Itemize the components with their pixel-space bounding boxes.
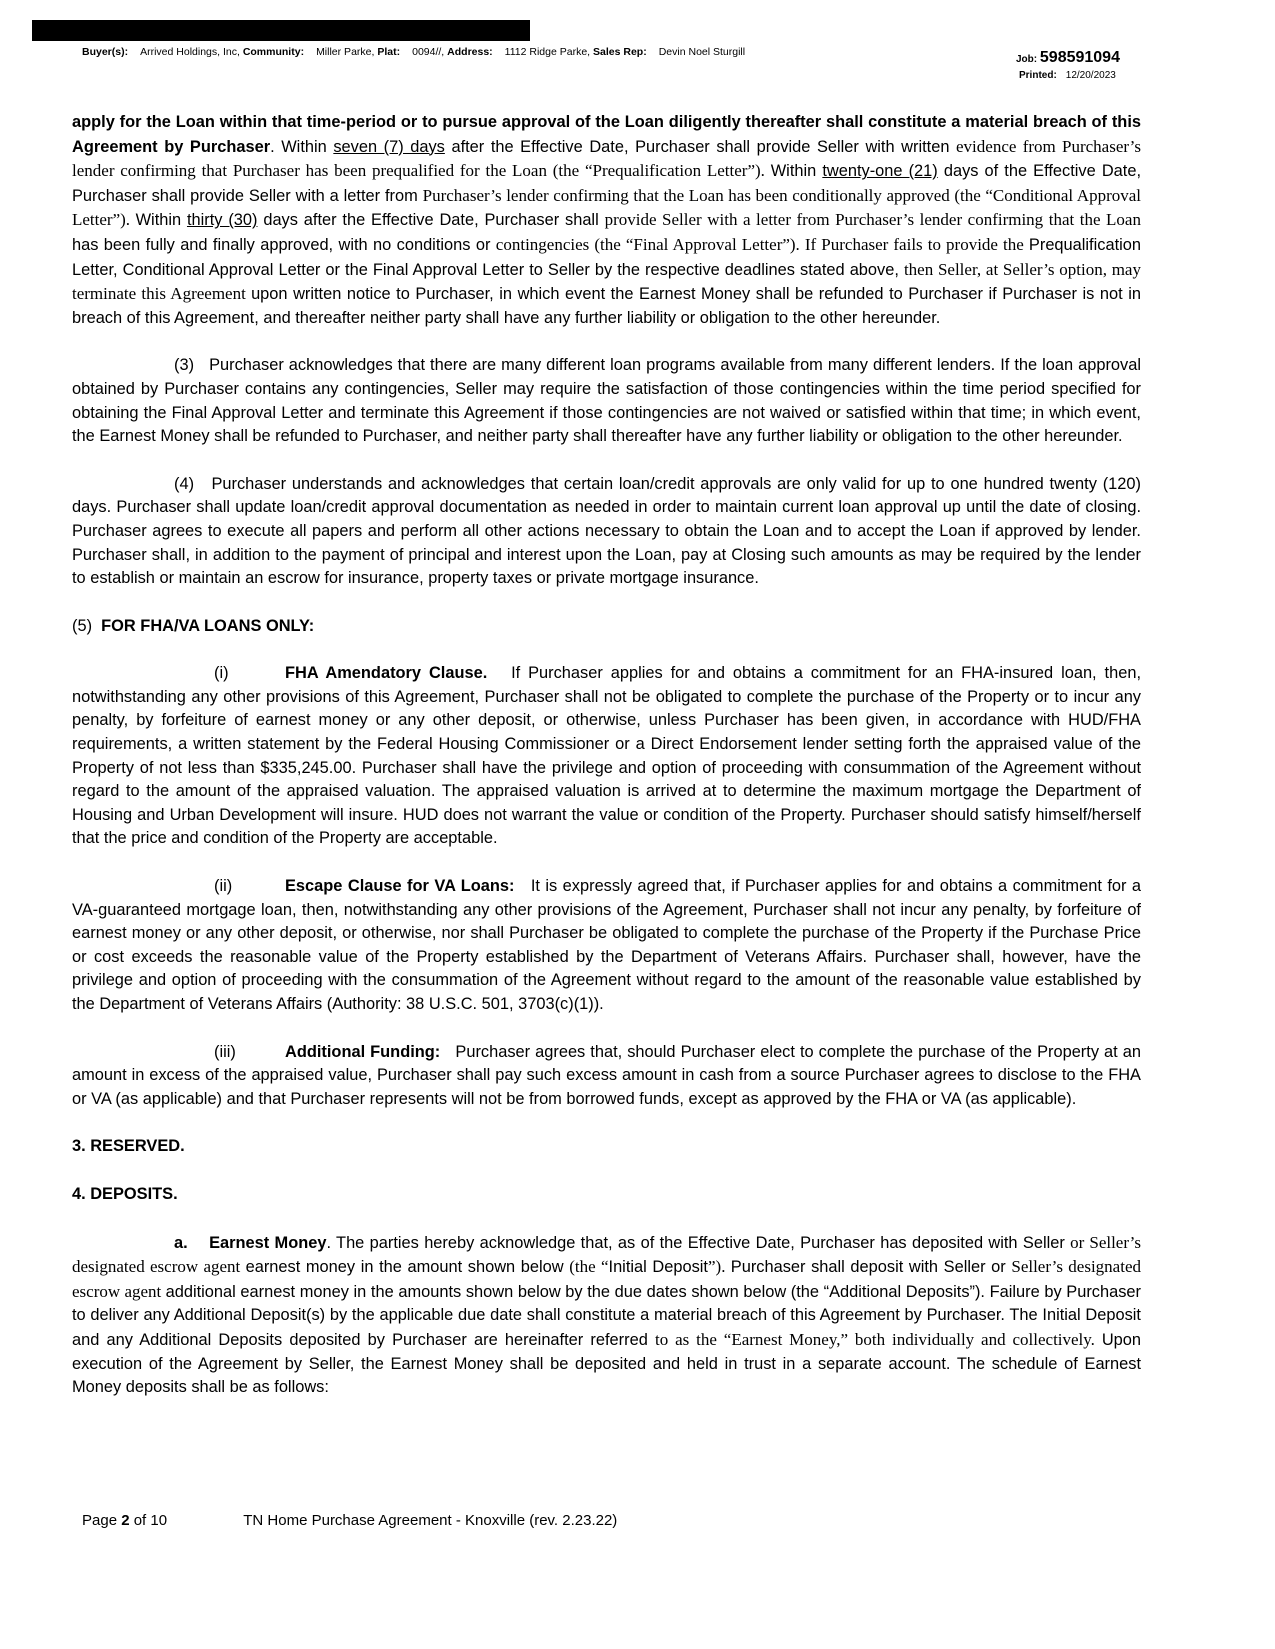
buyer-value: Arrived Holdings, Inc, <box>140 46 240 58</box>
text-span: contingencies (the “Final Approval Letter”). If Purchaser fails to provide the <box>495 234 1029 254</box>
earnest-money-heading: Earnest Money <box>209 1233 327 1252</box>
underlined-deadline-30: thirty (30) <box>186 211 258 230</box>
paragraph-additional-funding <box>72 1041 1141 1112</box>
text-span: upon written notice to Purchaser, in which event the Earnest Money shall be refunded to Purchaser if Purchaser is not in breach of this Agreement, and thereafter neither party shall have any further liability or obligation to the other hereunder. <box>72 285 1141 327</box>
printed-date: 12/20/2023 <box>1065 70 1116 81</box>
section-3-heading: 3. RESERVED. <box>72 1137 185 1156</box>
text-span: after the Effective Date, Purchaser shall provide Seller with written <box>444 137 957 156</box>
community-label: Community: <box>242 46 305 58</box>
text-span: Prequalification Letter, Conditional Approval Letter or the Final Approval Letter to Seller by the respective deadlines stated above, <box>72 235 1141 279</box>
job-number: 598591094 <box>1039 49 1120 66</box>
buyer-label: Buyer(s): <box>82 46 129 58</box>
text-span: Purchaser shall deposit with Seller or <box>730 1258 1012 1277</box>
paragraph-number: a. <box>174 1233 188 1252</box>
paragraph-earnest-money <box>72 1231 1141 1400</box>
plat-value: 0094//, <box>412 46 445 58</box>
text-span: of 10 <box>129 1512 168 1529</box>
text-span: ”). <box>707 1257 731 1277</box>
text-span: additional earnest money in the amounts shown below by the due dates shown below (the “Additional Deposits”). Failure by Purchaser to deliver any Additional Deposit(s) by the applicable due date shall constitute a material breach of this Agreement by Purchaser. The Initial Deposit and any Additional Deposits deposited by Purchaser are hereinafter referred <box>72 1282 1141 1349</box>
paragraph-number: (iii) <box>214 1042 236 1061</box>
paragraph-text: Purchaser acknowledges that there are many different loan programs available from many different lenders. If the loan approval obtained by Purchaser contains any contingencies, Seller may require the satisfaction of those contingencies within the time period specified for obtaining the Final Approval Letter and terminate this Agreement if those contingencies are not waived or satisfied within that time; in which event, the Earnest Money shall be refunded to Purchaser, and neither party shall thereafter have any further liability or obligation to the other hereunder. <box>72 356 1141 446</box>
fha-va-heading: FOR FHA/VA LOANS ONLY: <box>101 616 315 635</box>
paragraph-va-escape <box>72 875 1141 1017</box>
header-info <box>82 46 745 58</box>
paragraph-5-heading <box>72 615 1141 639</box>
paragraph-loan-approval <box>72 111 1141 330</box>
additional-funding-heading: Additional Funding: <box>285 1042 441 1061</box>
address-value: 1112 Ridge Parke, <box>504 46 591 58</box>
page-number: 2 <box>121 1512 130 1529</box>
material-breach-text: apply for the Loan within that time-period or to pursue approval of the Loan diligently thereafter shall constitute a material breach of this Agreement by Purchaser <box>72 113 1141 156</box>
underlined-deadline-7: seven (7) days <box>333 137 445 156</box>
section-4-heading: 4. DEPOSITS. <box>72 1184 178 1203</box>
text-span: has been fully and finally approved, with no conditions or <box>72 235 496 254</box>
document-title: TN Home Purchase Agreement - Knoxville (rev. 2.23.22) <box>243 1512 618 1529</box>
sales-rep-label: Sales Rep: <box>593 46 647 58</box>
underlined-deadline-21: twenty-one (21) <box>822 162 938 181</box>
text-span: Seller’s designated escrow agent <box>72 1257 1141 1301</box>
text-span: Within <box>135 211 187 230</box>
text-span: days of the Effective Date, Purchaser shall provide Seller with a letter from <box>72 162 1141 205</box>
paragraph-number: (4) <box>174 474 195 493</box>
text-span: days after the Effective Date, Purchaser shall <box>257 211 605 230</box>
text-span: earnest money in the amount shown below <box>245 1258 570 1277</box>
printed-date-block <box>1019 70 1116 81</box>
paragraph-fha-amendatory <box>72 662 1141 851</box>
text-span: Purchaser’s lender confirming that the Loan has been conditionally approved (the “Conditional Approval Letter”). <box>72 185 1141 230</box>
text-span: Within <box>770 162 823 181</box>
plat-label: Plat: <box>377 46 401 58</box>
paragraph-text: Purchaser agrees that, should Purchaser elect to complete the purchase of the Property at an amount in excess of the appraised value, Purchaser shall pay such excess amount in cash from a source Purchaser agrees to disclose to the FHA or VA (as applicable) and that Purchaser represents will not be from borrowed funds, except as approved by the FHA or VA (as applicable). <box>72 1042 1141 1108</box>
text-span: . The parties hereby acknowledge that, as of the Effective Date, Purchaser has deposited with Seller <box>326 1233 1071 1252</box>
paragraph-number: (3) <box>174 356 195 375</box>
document-body <box>72 111 1141 1424</box>
job-label: Job: <box>1016 54 1038 65</box>
paragraph-number: (5) <box>72 616 93 635</box>
job-number-block <box>1016 49 1120 67</box>
text-span: Page <box>82 1512 122 1529</box>
paragraph-text: If Purchaser applies for and obtains a commitment for an FHA-insured loan, then, notwithstanding any other provisions of this Agreement, Purchaser shall not be obligated to complete the purchase of the Property or to incur any penalty, by forfeiture of earnest money or any other deposit, or otherwise, unless Purchaser has been given, in accordance with HUD/FHA requirements, a written statement by the Federal Housing Commissioner or a Direct Endorsement lender setting forth the appraised value of the Property of not less than $335,245.00. Purchaser shall have the privilege and option of proceeding with consummation of the Agreement without regard to the amount of the appraised valuation. The appraised valuation is arrived at to determine the maximum mortgage the Department of Housing and Urban Development will insure. HUD does not warrant the value or condition of the Property. Purchaser should satisfy himself/herself that the price and condition of the Property are acceptable. <box>72 664 1141 848</box>
sales-rep-value: Devin Noel Sturgill <box>658 46 746 58</box>
fha-amendatory-heading: FHA Amendatory Clause. <box>285 664 488 683</box>
text-span: . Within <box>270 137 334 156</box>
page-footer <box>82 1512 617 1529</box>
text-span: then Seller, at Seller’s option, may terminate this Agreement <box>72 259 1141 304</box>
address-label: Address: <box>447 46 493 58</box>
text-span: Upon execution of the Agreement by Seller, the Earnest Money shall be deposited and held in trust in a separate account. The schedule of Earnest Money deposits shall be as follows: <box>72 1330 1141 1397</box>
text-span: Initial Deposit <box>608 1258 708 1277</box>
paragraph-text: Purchaser understands and acknowledges that certain loan/credit approvals are only valid for up to one hundred twenty (120) days. Purchaser shall update loan/credit approval documentation as needed in order to maintain current loan approval up until the date of closing. Purchaser agrees to execute all papers and perform all other actions necessary to obtain the Loan and to accept the Loan if approved by lender. Purchaser shall, in addition to the payment of principal and interest upon the Loan, pay at Closing such amounts as may be required by the lender to establish or maintain an escrow for insurance, property taxes or private mortgage insurance. <box>72 474 1141 588</box>
paragraph-text: It is expressly agreed that, if Purchaser applies for and obtains a commitment for a VA-guaranteed mortgage loan, then, notwithstanding any other provisions of the Agreement, Purchaser shall not incur any penalty, by forfeiture of earnest money or any other deposit, or otherwise, nor shall Purchaser be obligated to complete the purchase of the Property if the Purchase Price or cost exceeds the reasonable value of the Property established by the Department of Veterans Affairs. Purchaser shall, however, have the privilege and option of proceeding with the consummation of the Agreement without regard to the amount of the reasonable value established by the Department of Veterans Affairs (Authority: 38 U.S.C. 501, 3703(c)(1)). <box>72 877 1142 1013</box>
redaction-bar <box>32 20 530 41</box>
paragraph-4 <box>72 473 1141 591</box>
text-span: or Seller’s designated escrow agent <box>72 1232 1141 1277</box>
text-span: (the “ <box>569 1257 609 1277</box>
va-escape-heading: Escape Clause for VA Loans: <box>285 877 515 896</box>
paragraph-number: (ii) <box>214 877 233 896</box>
text-span: evidence from Purchaser’s lender confirming that Purchaser has been prequalified for the Loan (the “Prequalification Letter”). <box>72 136 1142 181</box>
paragraph-number: (i) <box>214 664 229 683</box>
text-span: provide Seller with a letter from Purchaser’s lender confirming that the Loan <box>604 210 1141 230</box>
paragraph-3 <box>72 354 1141 448</box>
text-span: to as the “Earnest Money,” both individually and collectively. <box>655 1329 1102 1349</box>
printed-label: Printed: <box>1019 70 1057 81</box>
community-value: Miller Parke, <box>316 46 375 58</box>
